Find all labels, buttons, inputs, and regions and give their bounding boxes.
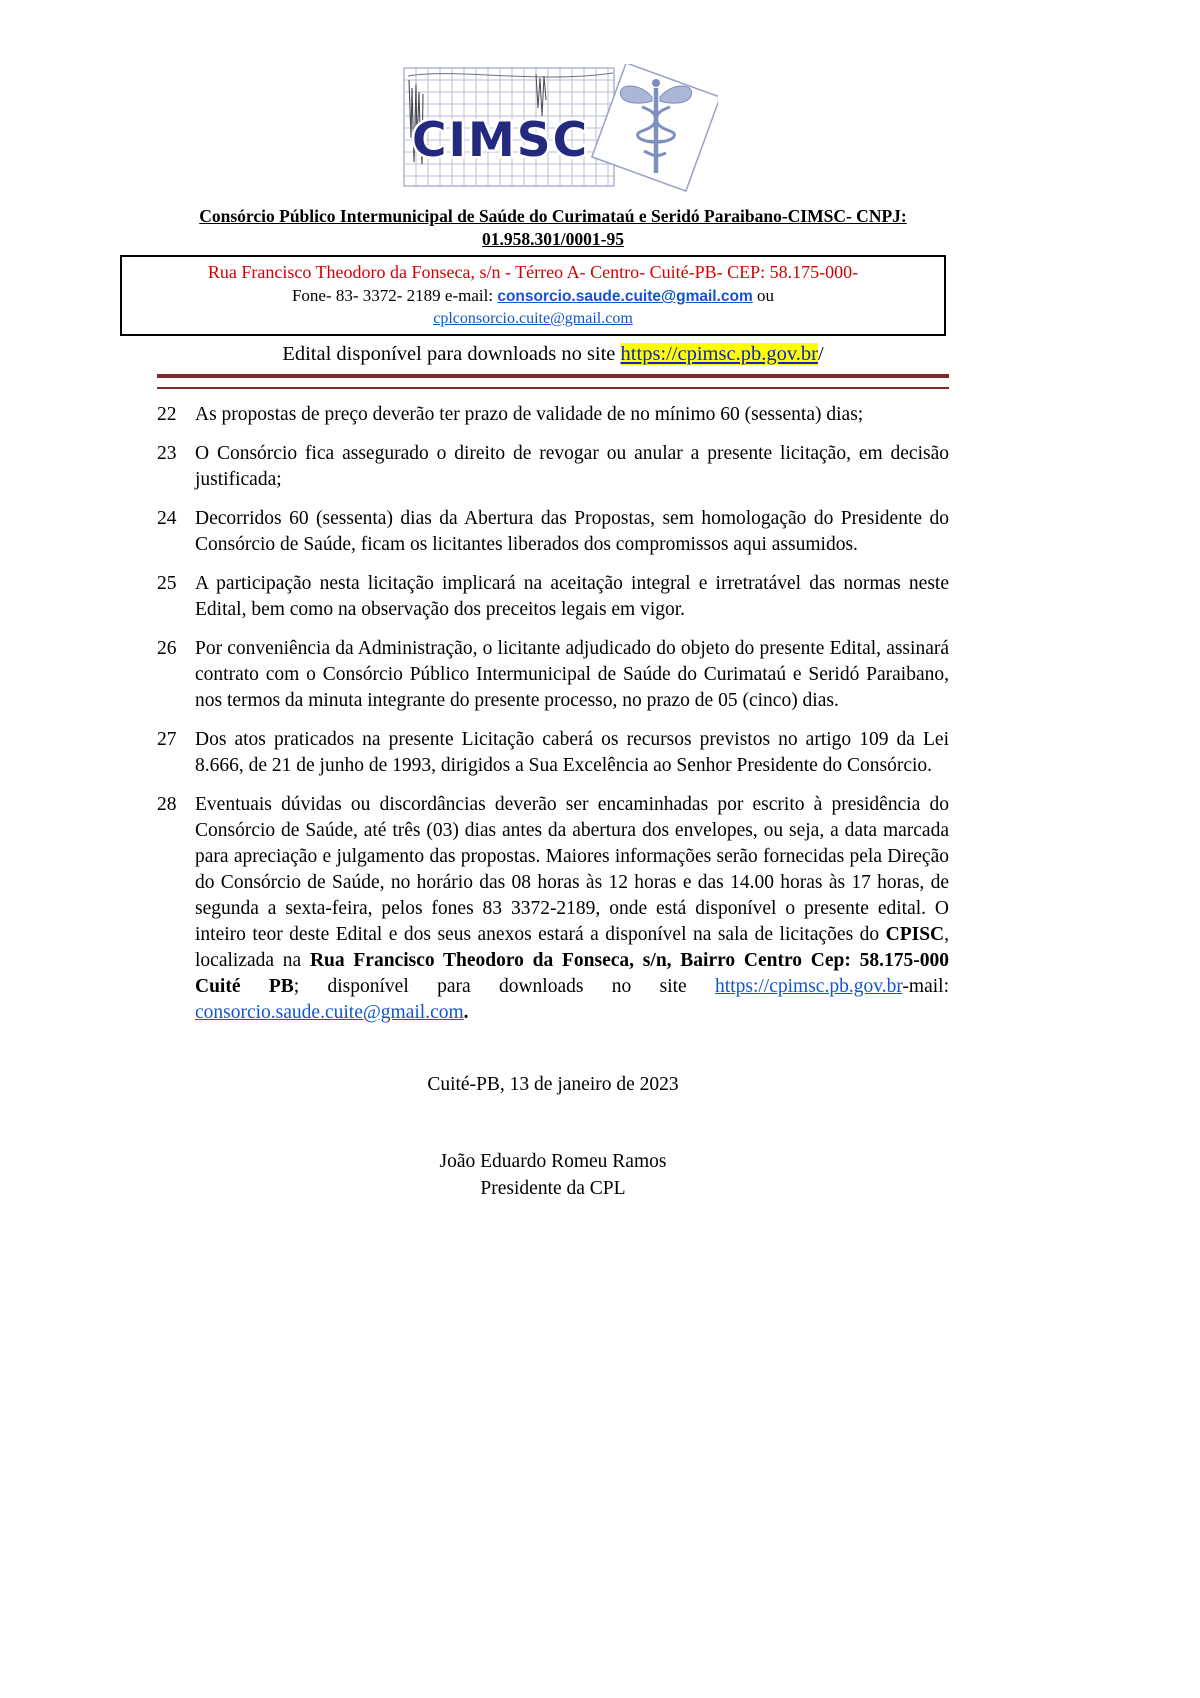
item-number: 28 — [157, 794, 177, 815]
list-item-27 — [157, 727, 949, 779]
date-line: Cuité-PB, 13 de janeiro de 2023 — [427, 1074, 679, 1095]
item-text: Por conveniência da Administração, o licitante adjudicado do objeto do presente Edital, assinará contrato com o Consórcio Público Intermunicipal de Saúde do Curimataú e Seridó Paraibano, nos termos da minuta integrante do presente processo, no prazo de 05 (cinco) dias. — [195, 638, 949, 711]
item28-bold-cpisc: CPISC — [885, 924, 945, 945]
secondary-email-line — [128, 308, 938, 329]
item-text: Dos atos praticados na presente Licitação caberá os recursos previstos no artigo 109 da Lei 8.666, de 21 de junho de 1993, dirigidos a Sua Excelência ao Senhor Presidente do Consórcio. — [195, 729, 949, 776]
list-item-26 — [157, 636, 949, 714]
list-item-25 — [157, 571, 949, 623]
item-text: Decorridos 60 (sessenta) dias da Abertura das Propostas, sem homologação do Presidente do Consórcio de Saúde, ficam os licitantes liberados dos compromissos aqui assumidos. — [195, 508, 949, 555]
item-text: A participação nesta licitação implicará na aceitação integral e irretratável das normas neste Edital, bem como na observação dos preceitos legais em vigor. — [195, 573, 949, 620]
cimsc-logo-graphic — [388, 64, 718, 192]
ou-text: ou — [752, 286, 775, 305]
edital-download-line — [157, 341, 949, 368]
signature-title: Presidente da CPL — [480, 1178, 626, 1199]
item-number: 27 — [157, 729, 177, 750]
title-line-1: Consórcio Público Intermunicipal de Saúde do Curimataú e Seridó Paraibano-CIMSC- CNPJ: — [199, 206, 907, 226]
item28-bold-period: . — [463, 1002, 469, 1023]
edital-site-link[interactable]: https://cpimsc.pb.gov.br — [620, 343, 818, 365]
contact-info-box — [120, 255, 946, 336]
item-text: As propostas de preço deverão ter prazo de validade de no mínimo 60 (sessenta) dias; — [195, 404, 864, 425]
phone-line — [128, 284, 938, 308]
item-number: 23 — [157, 443, 177, 464]
title-line-2: 01.958.301/0001-95 — [482, 229, 624, 249]
edital-site-link-body[interactable]: https://cpimsc.pb.gov.br — [715, 976, 903, 997]
signature-name: João Eduardo Romeu Ramos — [439, 1151, 667, 1172]
list-item-22 — [157, 402, 949, 428]
item-number: 24 — [157, 508, 177, 529]
edital-suffix-text: / — [817, 343, 824, 365]
list-item-23 — [157, 441, 949, 493]
item28-text-3: ; disponível para downloads no site — [293, 976, 716, 997]
address-line: Rua Francisco Theodoro da Fonseca, s/n - Térreo A- Centro- Cuité-PB- CEP: 58.175-000- — [207, 262, 859, 282]
edital-prefix-text: Edital disponível para downloads no site — [282, 343, 621, 365]
item-number: 26 — [157, 638, 177, 659]
primary-email-link[interactable]: consorcio.saude.cuite@gmail.com — [497, 288, 753, 305]
cimsc-logo — [388, 64, 718, 197]
item28-text-1: Eventuais dúvidas ou discordâncias deverão ser encaminhadas por escrito à presidência do Consórcio de Saúde, até três (03) dias antes da abertura dos envelopes, ou seja, a data marcada para apreciação e julgamento das propostas. Maiores informações serão fornecidas pela Direção do Consórcio de Saúde, no horário das 08 horas às 12 horas e das 14.00 horas às 17 horas, de segunda a sexta-feira, pelos fones 83 3372-2189, onde está disponível o presente edital. O inteiro teor deste Edital e dos seus anexos estará a disponível na sala de licitações do — [195, 794, 949, 945]
item28-text-4: -mail: — [902, 976, 949, 997]
signature-block — [157, 1148, 949, 1202]
header-divider — [157, 374, 949, 389]
phone-text: Fone- 83- 3372- 2189 e-mail: — [291, 286, 498, 305]
item28-text-2: , localizada na — [195, 924, 949, 971]
item-text: O Consórcio fica assegurado o direito de revogar ou anular a presente licitação, em decisão justificada; — [195, 443, 949, 490]
item-text — [195, 792, 949, 1026]
list-item-28 — [157, 792, 949, 1026]
logo-text: CIMSC — [412, 113, 590, 168]
item28-bold-address: Rua Francisco Theodoro da Fonseca, s/n, Bairro Centro Cep: 58.175-000 Cuité PB — [195, 950, 950, 997]
item-number: 22 — [157, 404, 177, 425]
list-item-24 — [157, 506, 949, 558]
item-number: 25 — [157, 573, 177, 594]
document-title — [157, 205, 949, 251]
secondary-email-link[interactable]: cplconsorcio.cuite@gmail.com — [433, 310, 633, 327]
email-link-body[interactable]: consorcio.saude.cuite@gmail.com — [195, 1002, 464, 1023]
